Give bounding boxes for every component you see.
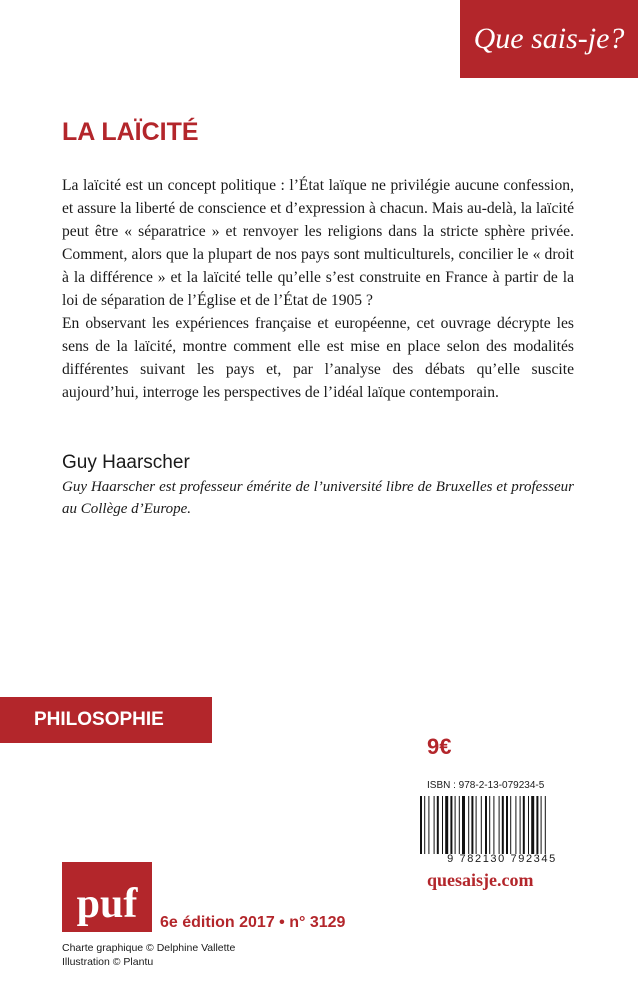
website: quesaisje.com — [427, 870, 534, 890]
book-summary — [62, 174, 574, 404]
summary-paragraph-1: La laïcité est un concept politique : l’État laïque ne privilégie aucune confession, et assure la liberté de conscience et d’expression à chacun. Mais au-delà, la laïcité peut être « séparatrice » et renvoyer les religions dans la stricte sphère privée. Comment, alors que la plupart de nos pays sont multiculturels, concilier le « droit à la différence » et la laïcité telle qu’elle s’est construite en France à partir de la loi de séparation de l’Église et de l’État de 1905 ? — [62, 177, 574, 309]
book-title: LA LAÏCITÉ — [62, 118, 199, 146]
series-logo: Que sais-je? — [460, 0, 638, 78]
edition-info: 6e édition 2017 • n° 3129 — [160, 914, 346, 931]
category-badge: PHILOSOPHIE — [0, 697, 212, 743]
barcode-icon — [418, 796, 586, 854]
barcode-digits: 9 782130 792345 — [447, 853, 557, 865]
author-bio: Guy Haarscher est professeur émérite de l’université libre de Bruxelles et professeur au Collège d’Europe. — [62, 479, 574, 517]
summary-paragraph-2: En observant les expériences française et européenne, cet ouvrage décrypte les sens de la laïcité, montre comment elle est mise en place selon des modalités différentes suivant les pays et, par l’analyse des débats qu’elle suscite aujourd’hui, interroge les perspectives de l’idéal laïque contemporain. — [62, 315, 574, 401]
credits — [62, 941, 235, 969]
isbn: ISBN : 978-2-13-079234-5 — [427, 780, 545, 791]
price: 9€ — [427, 734, 452, 759]
credit-design: Charte graphique © Delphine Vallette — [62, 942, 236, 954]
credit-illustration: Illustration © Plantu — [62, 956, 154, 968]
author-name: Guy Haarscher — [62, 452, 190, 473]
publisher-logo: puf — [62, 862, 152, 932]
